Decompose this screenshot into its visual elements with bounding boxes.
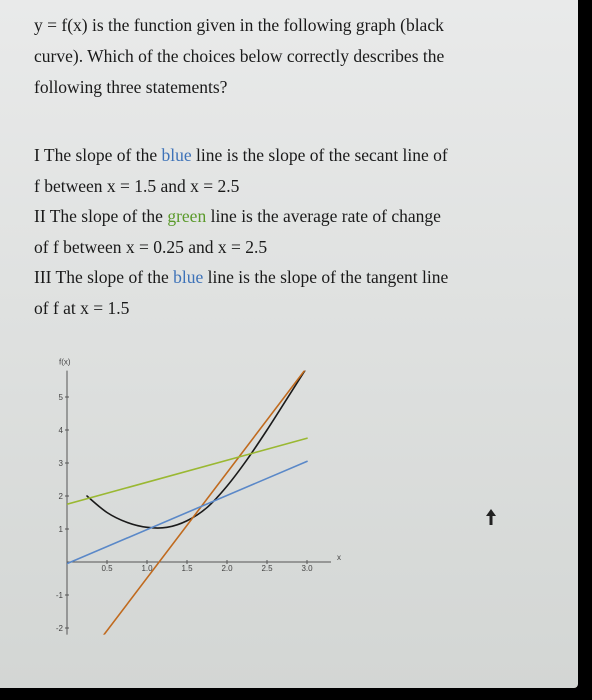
statement-3-text: line is the slope of the tangent line xyxy=(203,267,449,287)
x-tick-label: 1.5 xyxy=(181,564,193,573)
y-tick-label: 2 xyxy=(58,492,63,501)
blue-word: blue xyxy=(161,145,192,165)
x-tick-label: 0.5 xyxy=(101,564,113,573)
statement-3 xyxy=(34,262,564,293)
series-line-3 xyxy=(67,461,307,563)
y-tick-label: 5 xyxy=(58,393,63,402)
statement-1-text: I The slope of the xyxy=(34,145,162,165)
blue-word: blue xyxy=(173,267,204,287)
y-axis-label: f(x) xyxy=(59,357,71,367)
question-text xyxy=(34,10,554,103)
statement-2-text: II The slope of the xyxy=(34,206,168,226)
statement-2-text: line is the average rate of change xyxy=(206,206,441,226)
green-word: green xyxy=(167,206,207,226)
y-tick-label: 3 xyxy=(58,459,63,468)
series-line-2 xyxy=(67,438,307,504)
y-tick-label: -2 xyxy=(55,624,63,633)
question-line: following three statements? xyxy=(34,77,228,97)
y-tick-label: 4 xyxy=(58,426,63,435)
question-line: y = f(x) is the function given in the following graph (black xyxy=(34,15,444,35)
x-axis-label: x xyxy=(337,553,341,562)
statement-1 xyxy=(34,140,564,171)
statement-2 xyxy=(34,201,564,232)
x-tick-label: 1.0 xyxy=(141,564,153,573)
function-graph xyxy=(0,340,360,640)
statements-list xyxy=(34,140,564,323)
statement-1-text: line is the slope of the secant line of xyxy=(191,145,448,165)
x-tick-label: 2.0 xyxy=(221,564,233,573)
x-tick-label: 2.5 xyxy=(261,564,273,573)
statement-3-text: III The slope of the xyxy=(34,267,174,287)
y-tick-label: -1 xyxy=(55,591,63,600)
series-line-1 xyxy=(99,367,307,640)
y-tick-label: 1 xyxy=(58,525,63,534)
mouse-cursor-icon xyxy=(484,508,498,528)
statement-2-cont: of f between x = 0.25 and x = 2.5 xyxy=(34,236,268,257)
x-tick-label: 3.0 xyxy=(301,564,313,573)
statement-3-cont: of f at x = 1.5 xyxy=(34,297,130,318)
question-line: curve). Which of the choices below correctly describes the xyxy=(34,46,445,66)
statement-1-cont: f between x = 1.5 and x = 2.5 xyxy=(34,175,240,196)
